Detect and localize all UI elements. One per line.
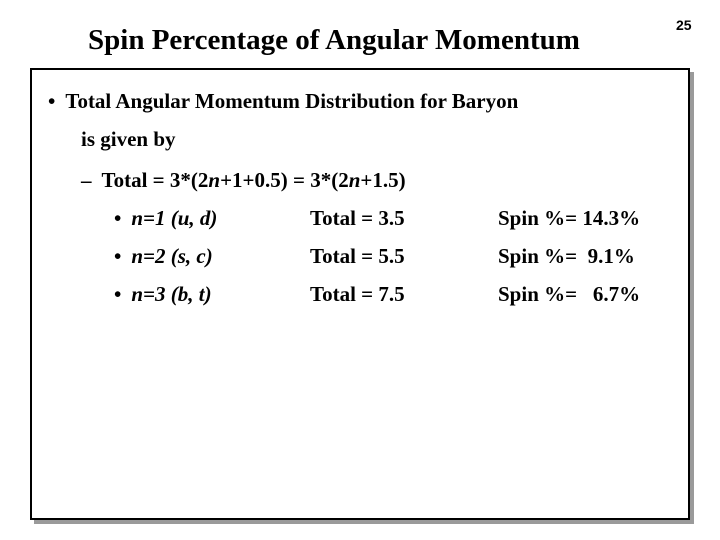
main-bullet-continuation: is given by (81, 127, 176, 151)
row-quark-n3 (114, 282, 212, 307)
slide-title: Spin Percentage of Angular Momentum (88, 24, 580, 56)
spin-label: Spin %= (498, 244, 578, 268)
row-total-n3: Total = 7.5 (310, 282, 405, 306)
spin-value: 6.7% (592, 282, 641, 306)
row-quark-n2 (114, 244, 213, 269)
dash-icon: – (81, 168, 92, 192)
content-box (30, 68, 690, 520)
spin-label: Spin %= (498, 206, 578, 230)
main-bullet-text: Total Angular Momentum Distribution for Baryon (65, 89, 519, 113)
quark-label: n=2 (s, c) (131, 244, 213, 268)
row-total-n2: Total = 5.5 (310, 244, 405, 268)
bullet-icon: • (114, 206, 122, 230)
row-total-n1: Total = 3.5 (310, 206, 405, 230)
row-spin-n3 (498, 282, 640, 307)
spin-value: 14.3% (582, 206, 641, 230)
formula-text: Total = 3*(2n+1+0.5) = 3*(2n+1.5) (101, 168, 406, 192)
bullet-icon: • (48, 89, 56, 113)
formula-bullet (81, 168, 406, 193)
row-spin-n2 (498, 244, 635, 269)
row-spin-n1 (498, 206, 640, 231)
quark-label: n=3 (b, t) (131, 282, 212, 306)
bullet-icon: • (114, 282, 122, 306)
row-quark-n1 (114, 206, 217, 231)
main-bullet (48, 89, 518, 114)
spin-value: 9.1% (587, 244, 635, 268)
slide-number: 25 (676, 17, 692, 33)
bullet-icon: • (114, 244, 122, 268)
quark-label: n=1 (u, d) (131, 206, 218, 230)
spin-label: Spin %= (498, 282, 578, 306)
